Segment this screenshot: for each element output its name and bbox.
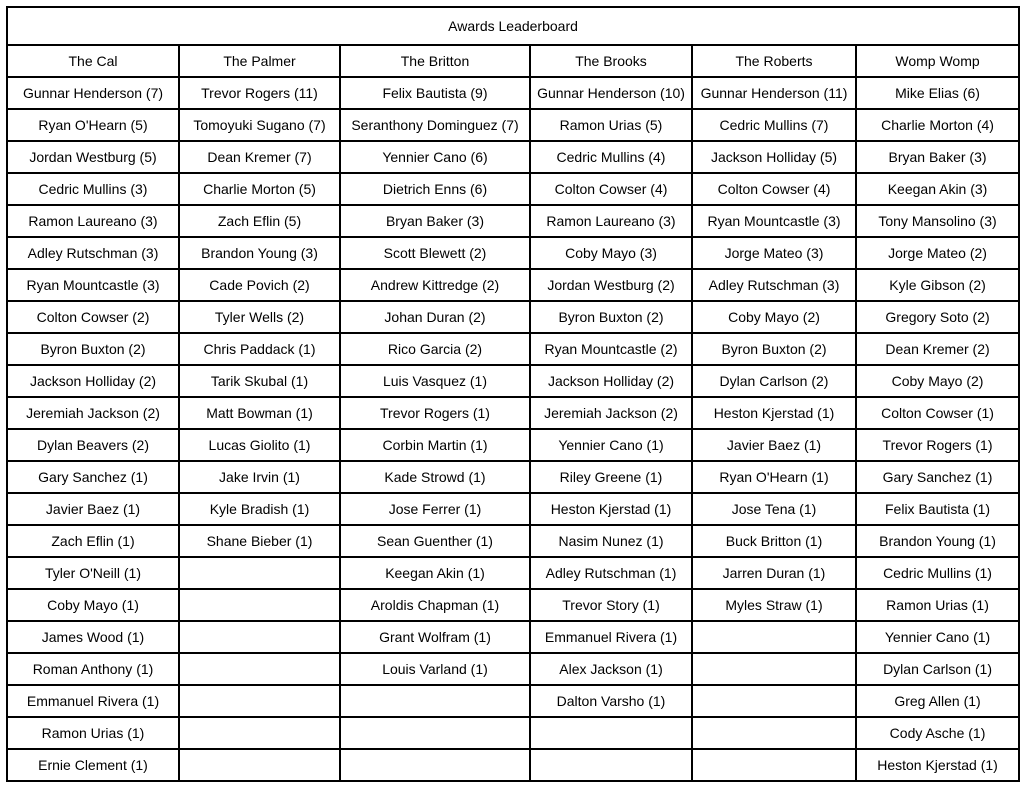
table-cell[interactable]: Gunnar Henderson (10)	[530, 77, 692, 109]
table-cell[interactable]: Shane Bieber (1)	[179, 525, 340, 557]
table-cell[interactable]: Bryan Baker (3)	[340, 205, 530, 237]
table-row	[7, 493, 1019, 525]
table-cell[interactable]: Jorge Mateo (3)	[692, 237, 856, 269]
table-cell[interactable]	[340, 717, 530, 749]
table-cell[interactable]: Grant Wolfram (1)	[340, 621, 530, 653]
table-cell[interactable]: Jordan Westburg (2)	[530, 269, 692, 301]
table-cell[interactable]: Rico Garcia (2)	[340, 333, 530, 365]
column-header[interactable]: The Roberts	[692, 45, 856, 77]
table-row	[7, 429, 1019, 461]
table-cell[interactable]: Cedric Mullins (3)	[7, 173, 179, 205]
table-cell[interactable]	[179, 621, 340, 653]
table-cell[interactable]: James Wood (1)	[7, 621, 179, 653]
table-cell[interactable]: Buck Britton (1)	[692, 525, 856, 557]
table-cell[interactable]: Colton Cowser (1)	[856, 397, 1019, 429]
table-row	[7, 685, 1019, 717]
table-cell[interactable]: Tomoyuki Sugano (7)	[179, 109, 340, 141]
table-title[interactable]: Awards Leaderboard	[7, 7, 1019, 45]
leaderboard-table	[6, 6, 1020, 782]
table-row	[7, 205, 1019, 237]
table-cell[interactable]: Charlie Morton (5)	[179, 173, 340, 205]
table-cell[interactable]: Gunnar Henderson (7)	[7, 77, 179, 109]
table-cell[interactable]: Zach Eflin (5)	[179, 205, 340, 237]
table-cell[interactable]: Adley Rutschman (3)	[692, 269, 856, 301]
table-row	[7, 269, 1019, 301]
table-cell[interactable]: Kade Strowd (1)	[340, 461, 530, 493]
table-cell[interactable]: Charlie Morton (4)	[856, 109, 1019, 141]
table-cell[interactable]: Jackson Holliday (2)	[7, 365, 179, 397]
table-cell[interactable]: Riley Greene (1)	[530, 461, 692, 493]
table-cell[interactable]: Cade Povich (2)	[179, 269, 340, 301]
table-row	[7, 557, 1019, 589]
table-cell[interactable]: Jackson Holliday (5)	[692, 141, 856, 173]
table-cell[interactable]: Lucas Giolito (1)	[179, 429, 340, 461]
table-cell[interactable]: Jeremiah Jackson (2)	[530, 397, 692, 429]
table-cell[interactable]: Gary Sanchez (1)	[856, 461, 1019, 493]
table-cell[interactable]: Ryan O'Hearn (5)	[7, 109, 179, 141]
table-cell[interactable]	[530, 717, 692, 749]
table-cell[interactable]: Cody Asche (1)	[856, 717, 1019, 749]
table-cell[interactable]: Tyler Wells (2)	[179, 301, 340, 333]
table-cell[interactable]: Zach Eflin (1)	[7, 525, 179, 557]
table-cell[interactable]	[530, 749, 692, 781]
table-row	[7, 653, 1019, 685]
table-cell[interactable]: Dean Kremer (7)	[179, 141, 340, 173]
table-cell[interactable]: Mike Elias (6)	[856, 77, 1019, 109]
table-cell[interactable]: Cedric Mullins (4)	[530, 141, 692, 173]
table-row	[7, 173, 1019, 205]
table-cell[interactable]: Trevor Rogers (11)	[179, 77, 340, 109]
table-cell[interactable]: Ernie Clement (1)	[7, 749, 179, 781]
table-cell[interactable]	[179, 557, 340, 589]
table-cell[interactable]: Colton Cowser (4)	[692, 173, 856, 205]
table-cell[interactable]	[179, 717, 340, 749]
table-cell[interactable]: Adley Rutschman (3)	[7, 237, 179, 269]
table-cell[interactable]: Byron Buxton (2)	[692, 333, 856, 365]
table-cell[interactable]: Sean Guenther (1)	[340, 525, 530, 557]
table-cell[interactable]: Ramon Laureano (3)	[7, 205, 179, 237]
table-row	[7, 141, 1019, 173]
table-cell[interactable]: Gary Sanchez (1)	[7, 461, 179, 493]
table-cell[interactable]: Felix Bautista (1)	[856, 493, 1019, 525]
header-row	[7, 45, 1019, 77]
table-cell[interactable]: Emmanuel Rivera (1)	[530, 621, 692, 653]
title-row	[7, 7, 1019, 45]
table-cell[interactable]: Byron Buxton (2)	[530, 301, 692, 333]
table-cell[interactable]: Jarren Duran (1)	[692, 557, 856, 589]
table-cell[interactable]: Ryan Mountcastle (3)	[692, 205, 856, 237]
table-cell[interactable]: Javier Baez (1)	[7, 493, 179, 525]
table-cell[interactable]: Corbin Martin (1)	[340, 429, 530, 461]
table-cell[interactable]	[179, 589, 340, 621]
table-cell[interactable]: Matt Bowman (1)	[179, 397, 340, 429]
table-row	[7, 589, 1019, 621]
table-row	[7, 621, 1019, 653]
table-cell[interactable]	[692, 717, 856, 749]
table-cell[interactable]: Yennier Cano (1)	[530, 429, 692, 461]
table-row	[7, 397, 1019, 429]
table-cell[interactable]: Bryan Baker (3)	[856, 141, 1019, 173]
table-cell[interactable]: Keegan Akin (1)	[340, 557, 530, 589]
table-cell[interactable]: Ryan Mountcastle (2)	[530, 333, 692, 365]
column-header[interactable]: The Britton	[340, 45, 530, 77]
table-cell[interactable]: Jorge Mateo (2)	[856, 237, 1019, 269]
table-cell[interactable]: Brandon Young (3)	[179, 237, 340, 269]
table-row	[7, 333, 1019, 365]
table-cell[interactable]: Louis Varland (1)	[340, 653, 530, 685]
table-row	[7, 237, 1019, 269]
table-cell[interactable]: Trevor Rogers (1)	[856, 429, 1019, 461]
table-cell[interactable]: Coby Mayo (2)	[856, 365, 1019, 397]
table-cell[interactable]: Cedric Mullins (1)	[856, 557, 1019, 589]
table-cell[interactable]: Coby Mayo (1)	[7, 589, 179, 621]
table-cell[interactable]: Jeremiah Jackson (2)	[7, 397, 179, 429]
table-cell[interactable]: Tarik Skubal (1)	[179, 365, 340, 397]
table-body	[7, 77, 1019, 781]
table-cell[interactable]: Jose Ferrer (1)	[340, 493, 530, 525]
table-cell[interactable]: Cedric Mullins (7)	[692, 109, 856, 141]
table-cell[interactable]: Ryan Mountcastle (3)	[7, 269, 179, 301]
table-cell[interactable]: Felix Bautista (9)	[340, 77, 530, 109]
column-header[interactable]: The Palmer	[179, 45, 340, 77]
table-row	[7, 461, 1019, 493]
table-cell[interactable]: Trevor Rogers (1)	[340, 397, 530, 429]
table-cell[interactable]: Gunnar Henderson (11)	[692, 77, 856, 109]
table-cell[interactable]: Javier Baez (1)	[692, 429, 856, 461]
table-cell[interactable]: Heston Kjerstad (1)	[530, 493, 692, 525]
table-row	[7, 109, 1019, 141]
table-cell[interactable]: Jake Irvin (1)	[179, 461, 340, 493]
table-cell[interactable]: Luis Vasquez (1)	[340, 365, 530, 397]
table-cell[interactable]: Dylan Carlson (2)	[692, 365, 856, 397]
table-cell[interactable]: Colton Cowser (4)	[530, 173, 692, 205]
table-cell[interactable]: Brandon Young (1)	[856, 525, 1019, 557]
table-cell[interactable]: Emmanuel Rivera (1)	[7, 685, 179, 717]
table-cell[interactable]	[692, 685, 856, 717]
table-cell[interactable]: Keegan Akin (3)	[856, 173, 1019, 205]
table-cell[interactable]: Greg Allen (1)	[856, 685, 1019, 717]
table-cell[interactable]	[692, 653, 856, 685]
table-cell[interactable]: Jose Tena (1)	[692, 493, 856, 525]
table-cell[interactable]: Dietrich Enns (6)	[340, 173, 530, 205]
table-cell[interactable]: Dylan Carlson (1)	[856, 653, 1019, 685]
table-cell[interactable]: Scott Blewett (2)	[340, 237, 530, 269]
table-cell[interactable]: Byron Buxton (2)	[7, 333, 179, 365]
table-cell[interactable]: Ryan O'Hearn (1)	[692, 461, 856, 493]
table-row	[7, 77, 1019, 109]
table-row	[7, 749, 1019, 781]
table-cell[interactable]: Johan Duran (2)	[340, 301, 530, 333]
table-cell[interactable]: Gregory Soto (2)	[856, 301, 1019, 333]
table-cell[interactable]: Dean Kremer (2)	[856, 333, 1019, 365]
table-cell[interactable]	[340, 749, 530, 781]
table-cell[interactable]: Seranthony Dominguez (7)	[340, 109, 530, 141]
table-cell[interactable]: Ramon Urias (1)	[7, 717, 179, 749]
table-row	[7, 717, 1019, 749]
leaderboard-sheet	[6, 6, 1018, 782]
column-header[interactable]: The Cal	[7, 45, 179, 77]
table-cell[interactable]: Ramon Urias (1)	[856, 589, 1019, 621]
table-cell[interactable]	[692, 749, 856, 781]
table-cell[interactable]: Roman Anthony (1)	[7, 653, 179, 685]
table-cell[interactable]: Dylan Beavers (2)	[7, 429, 179, 461]
table-cell[interactable]: Chris Paddack (1)	[179, 333, 340, 365]
table-cell[interactable]: Yennier Cano (1)	[856, 621, 1019, 653]
table-cell[interactable]: Ramon Laureano (3)	[530, 205, 692, 237]
table-cell[interactable]: Aroldis Chapman (1)	[340, 589, 530, 621]
table-cell[interactable]	[179, 685, 340, 717]
table-cell[interactable]: Ramon Urias (5)	[530, 109, 692, 141]
column-header[interactable]: The Brooks	[530, 45, 692, 77]
table-cell[interactable]: Dalton Varsho (1)	[530, 685, 692, 717]
table-row	[7, 301, 1019, 333]
table-cell[interactable]: Jordan Westburg (5)	[7, 141, 179, 173]
table-cell[interactable]: Nasim Nunez (1)	[530, 525, 692, 557]
table-cell[interactable]: Myles Straw (1)	[692, 589, 856, 621]
table-cell[interactable]: Yennier Cano (6)	[340, 141, 530, 173]
table-cell[interactable]: Coby Mayo (2)	[692, 301, 856, 333]
table-cell[interactable]: Heston Kjerstad (1)	[856, 749, 1019, 781]
table-cell[interactable]: Tyler O'Neill (1)	[7, 557, 179, 589]
table-cell[interactable]: Tony Mansolino (3)	[856, 205, 1019, 237]
table-cell[interactable]: Kyle Gibson (2)	[856, 269, 1019, 301]
table-row	[7, 525, 1019, 557]
table-cell[interactable]	[179, 749, 340, 781]
table-cell[interactable]: Heston Kjerstad (1)	[692, 397, 856, 429]
table-cell[interactable]: Andrew Kittredge (2)	[340, 269, 530, 301]
table-cell[interactable]	[179, 653, 340, 685]
column-header[interactable]: Womp Womp	[856, 45, 1019, 77]
table-cell[interactable]: Jackson Holliday (2)	[530, 365, 692, 397]
table-row	[7, 365, 1019, 397]
table-cell[interactable]: Trevor Story (1)	[530, 589, 692, 621]
table-cell[interactable]: Colton Cowser (2)	[7, 301, 179, 333]
table-cell[interactable]: Kyle Bradish (1)	[179, 493, 340, 525]
table-cell[interactable]: Adley Rutschman (1)	[530, 557, 692, 589]
table-cell[interactable]: Alex Jackson (1)	[530, 653, 692, 685]
table-cell[interactable]	[692, 621, 856, 653]
table-cell[interactable]	[340, 685, 530, 717]
table-cell[interactable]: Coby Mayo (3)	[530, 237, 692, 269]
